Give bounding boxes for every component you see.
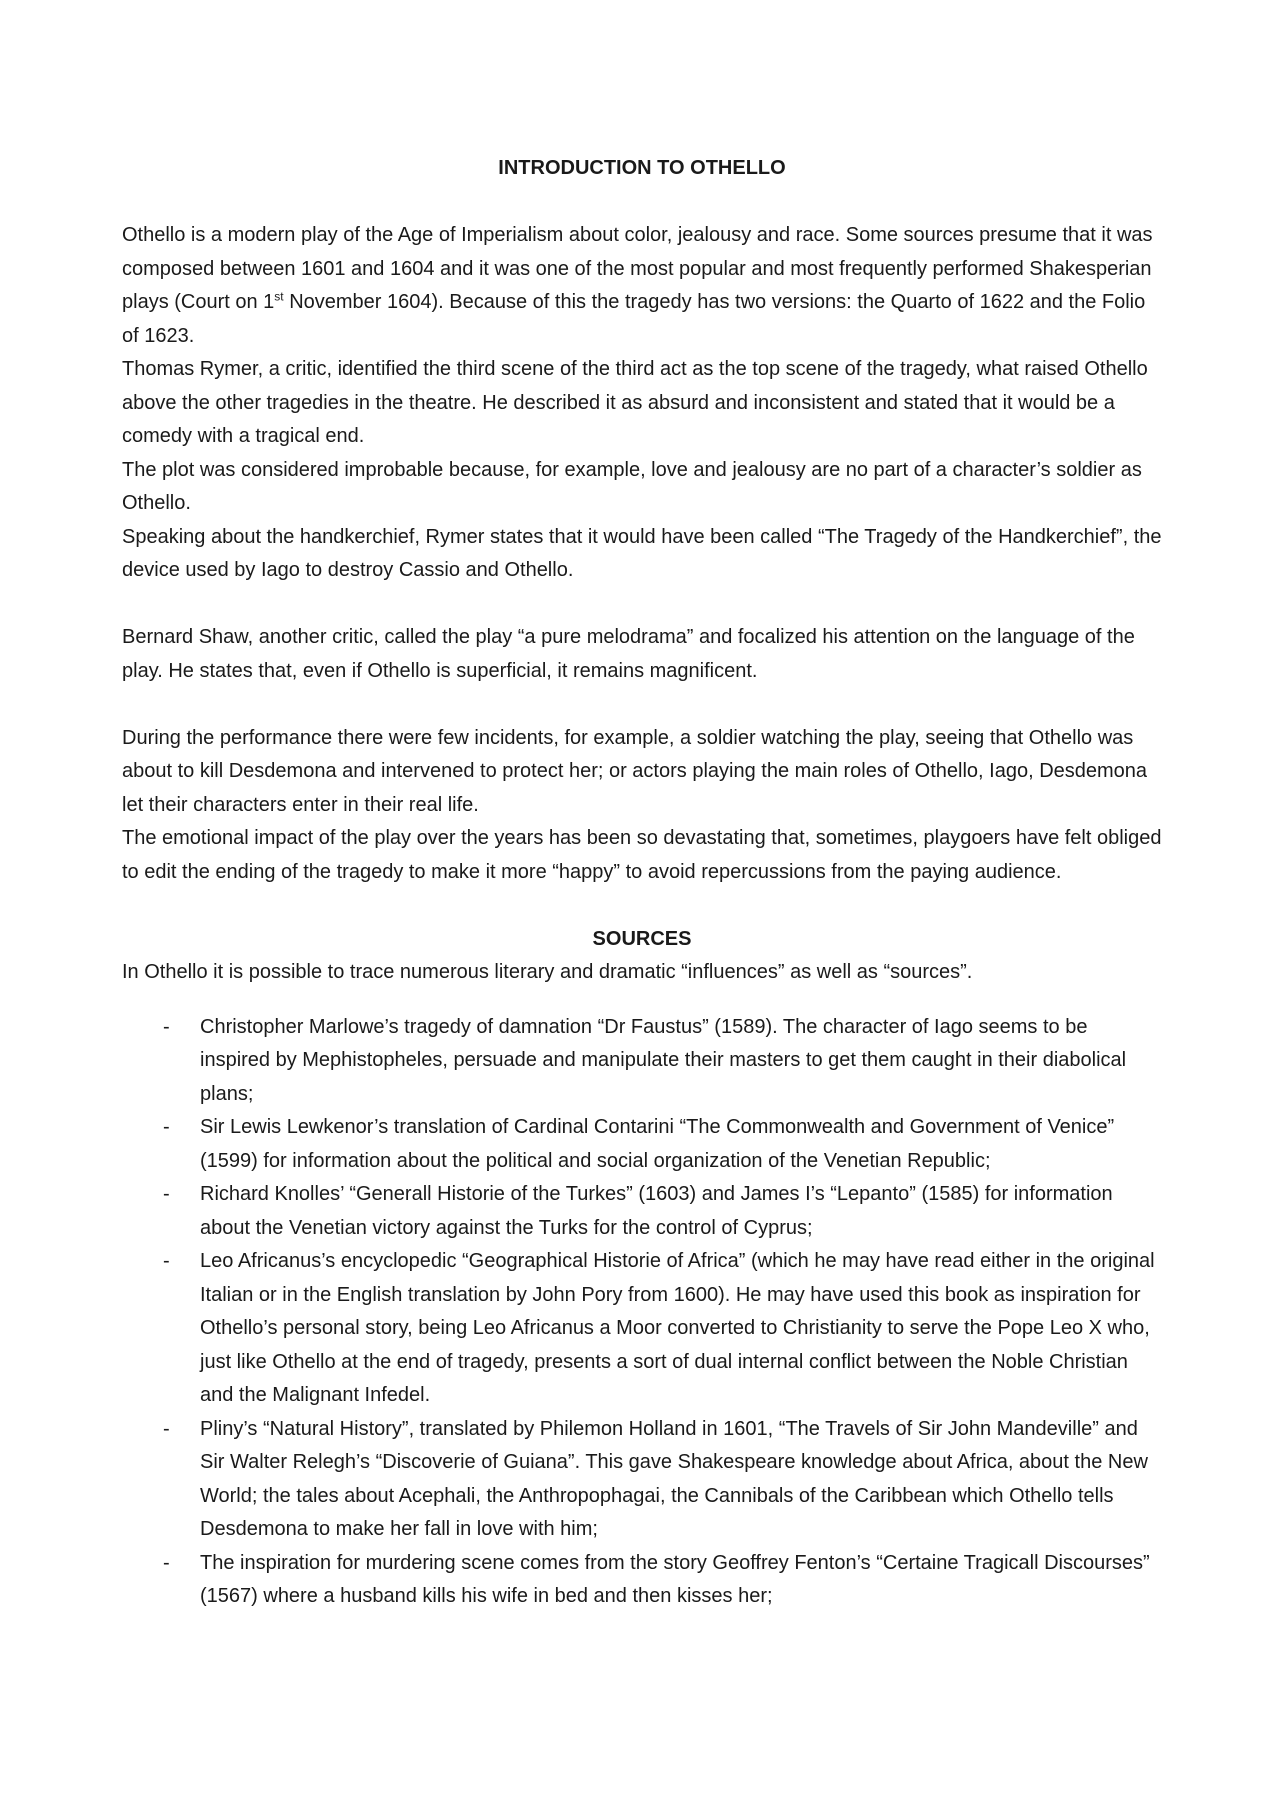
list-item: [122, 1011, 1162, 1112]
list-item: [122, 1178, 1162, 1245]
ordinal-suffix: st: [274, 289, 284, 304]
sources-list: [122, 1011, 1162, 1614]
document-page: [122, 152, 1162, 1614]
intro-paragraph-5: Bernard Shaw, another critic, called the play “a pure melodrama” and focalized his attention on the language of the play. He states that, even if Othello is superficial, it remains magnificent.: [122, 626, 1135, 682]
intro-paragraph-7: The emotional impact of the play over the years has been so devastating that, sometimes, playgoers have felt obliged to edit the ending of the tragedy to make it more “happy” to avoid repercussions from the paying audience.: [122, 827, 1162, 883]
bullet-dash: -: [163, 1250, 170, 1272]
bullet-dash: -: [163, 1417, 170, 1440]
paragraph-spacer: [122, 889, 1162, 923]
intro-p1-text-end: November 1604). Because of this the tragedy has two versions: the Quarto of 1622 and the Folio of 1623.: [122, 291, 1146, 347]
intro-paragraph-1: [122, 219, 1162, 353]
list-item-text: Sir Lewis Lewkenor’s translation of Cardinal Contarini “The Commonwealth and Government of Venice” (1599) for information about the political and social organization of the Venetian Republic;: [200, 1116, 1115, 1172]
list-item-text: Richard Knolles’ “Generall Historie of the Turkes” (1603) and James I’s “Lepanto” (1585) for information about the Venetian victory against the Turks for the control of Cyprus;: [200, 1183, 1113, 1239]
paragraph-spacer: [122, 588, 1162, 622]
intro-p1-text: Othello is a modern play of the Age of Imperialism about color, jealousy and race. Some sources presume that it was composed between 1601 and 1604 and it was one of the most popular and most frequently performed Shakesperian plays (Court on 1: [122, 224, 1153, 313]
list-item-text: Christopher Marlowe’s tragedy of damnation “Dr Faustus” (1589). The character of Iago seems to be inspired by Mephistopheles, persuade and manipulate their masters to get them caught in their diabolical plans;: [200, 1015, 1127, 1105]
list-item: [122, 1111, 1162, 1178]
list-item-text: Pliny’s “Natural History”, translated by Philemon Holland in 1601, “The Travels of Sir John Mandeville” and Sir Walter Relegh’s “Discoverie of Guiana”. This gave Shakespeare knowledge about Africa, about the New World; the tales about Acephali, the Anthropophagai, the Cannibals of the Caribbean which Othello tells Desdemona to make her fall in love with him;: [200, 1417, 1148, 1540]
intro-paragraph-2: Thomas Rymer, a critic, identified the third scene of the third act as the top scene of the tragedy, what raised Othello above the other tragedies in the theatre. He described it as absurd and inconsistent and stated that it would be a comedy with a tragical end.: [122, 358, 1148, 447]
bullet-dash: -: [163, 1551, 170, 1574]
document-title: INTRODUCTION TO OTHELLO: [498, 157, 786, 179]
intro-paragraph-3: The plot was considered improbable because, for example, love and jealousy are no part of a character’s soldier as Othello.: [122, 458, 1142, 514]
bullet-dash: -: [163, 1183, 170, 1205]
sources-lead: In Othello it is possible to trace numerous literary and dramatic “influences” as well as “sources”.: [122, 961, 973, 983]
intro-paragraph-4: Speaking about the handkerchief, Rymer states that it would have been called “The Tragedy of the Handkerchief”, the device used by Iago to destroy Cassio and Othello.: [122, 525, 1162, 581]
list-item-text: Leo Africanus’s encyclopedic “Geographical Historie of Africa” (which he may have read either in the original Italian or in the English translation by John Pory from 1600). He may have used this book as inspiration for Othello’s personal story, being Leo Africanus a Moor converted to Christianity to serve the Pope Leo X who, just like Othello at the end of tragedy, presents a sort of dual internal conflict between the Noble Christian and the Malignant Infedel.: [200, 1250, 1155, 1406]
bullet-dash: -: [163, 1116, 170, 1138]
list-item: [122, 1413, 1162, 1547]
bullet-dash: -: [163, 1015, 170, 1038]
list-item: [122, 1245, 1162, 1413]
list-item-text: The inspiration for murdering scene comes from the story Geoffrey Fenton’s “Certaine Tragicall Discourses” (1567) where a husband kills his wife in bed and then kisses her;: [200, 1551, 1150, 1607]
paragraph-spacer: [122, 688, 1162, 722]
list-item: [122, 1547, 1162, 1614]
intro-paragraph-6: During the performance there were few incidents, for example, a soldier watching the play, seeing that Othello was about to kill Desdemona and intervened to protect her; or actors playing the main roles of Othello, Iago, Desdemona let their characters enter in their real life.: [122, 726, 1148, 816]
sources-heading: SOURCES: [592, 927, 692, 950]
